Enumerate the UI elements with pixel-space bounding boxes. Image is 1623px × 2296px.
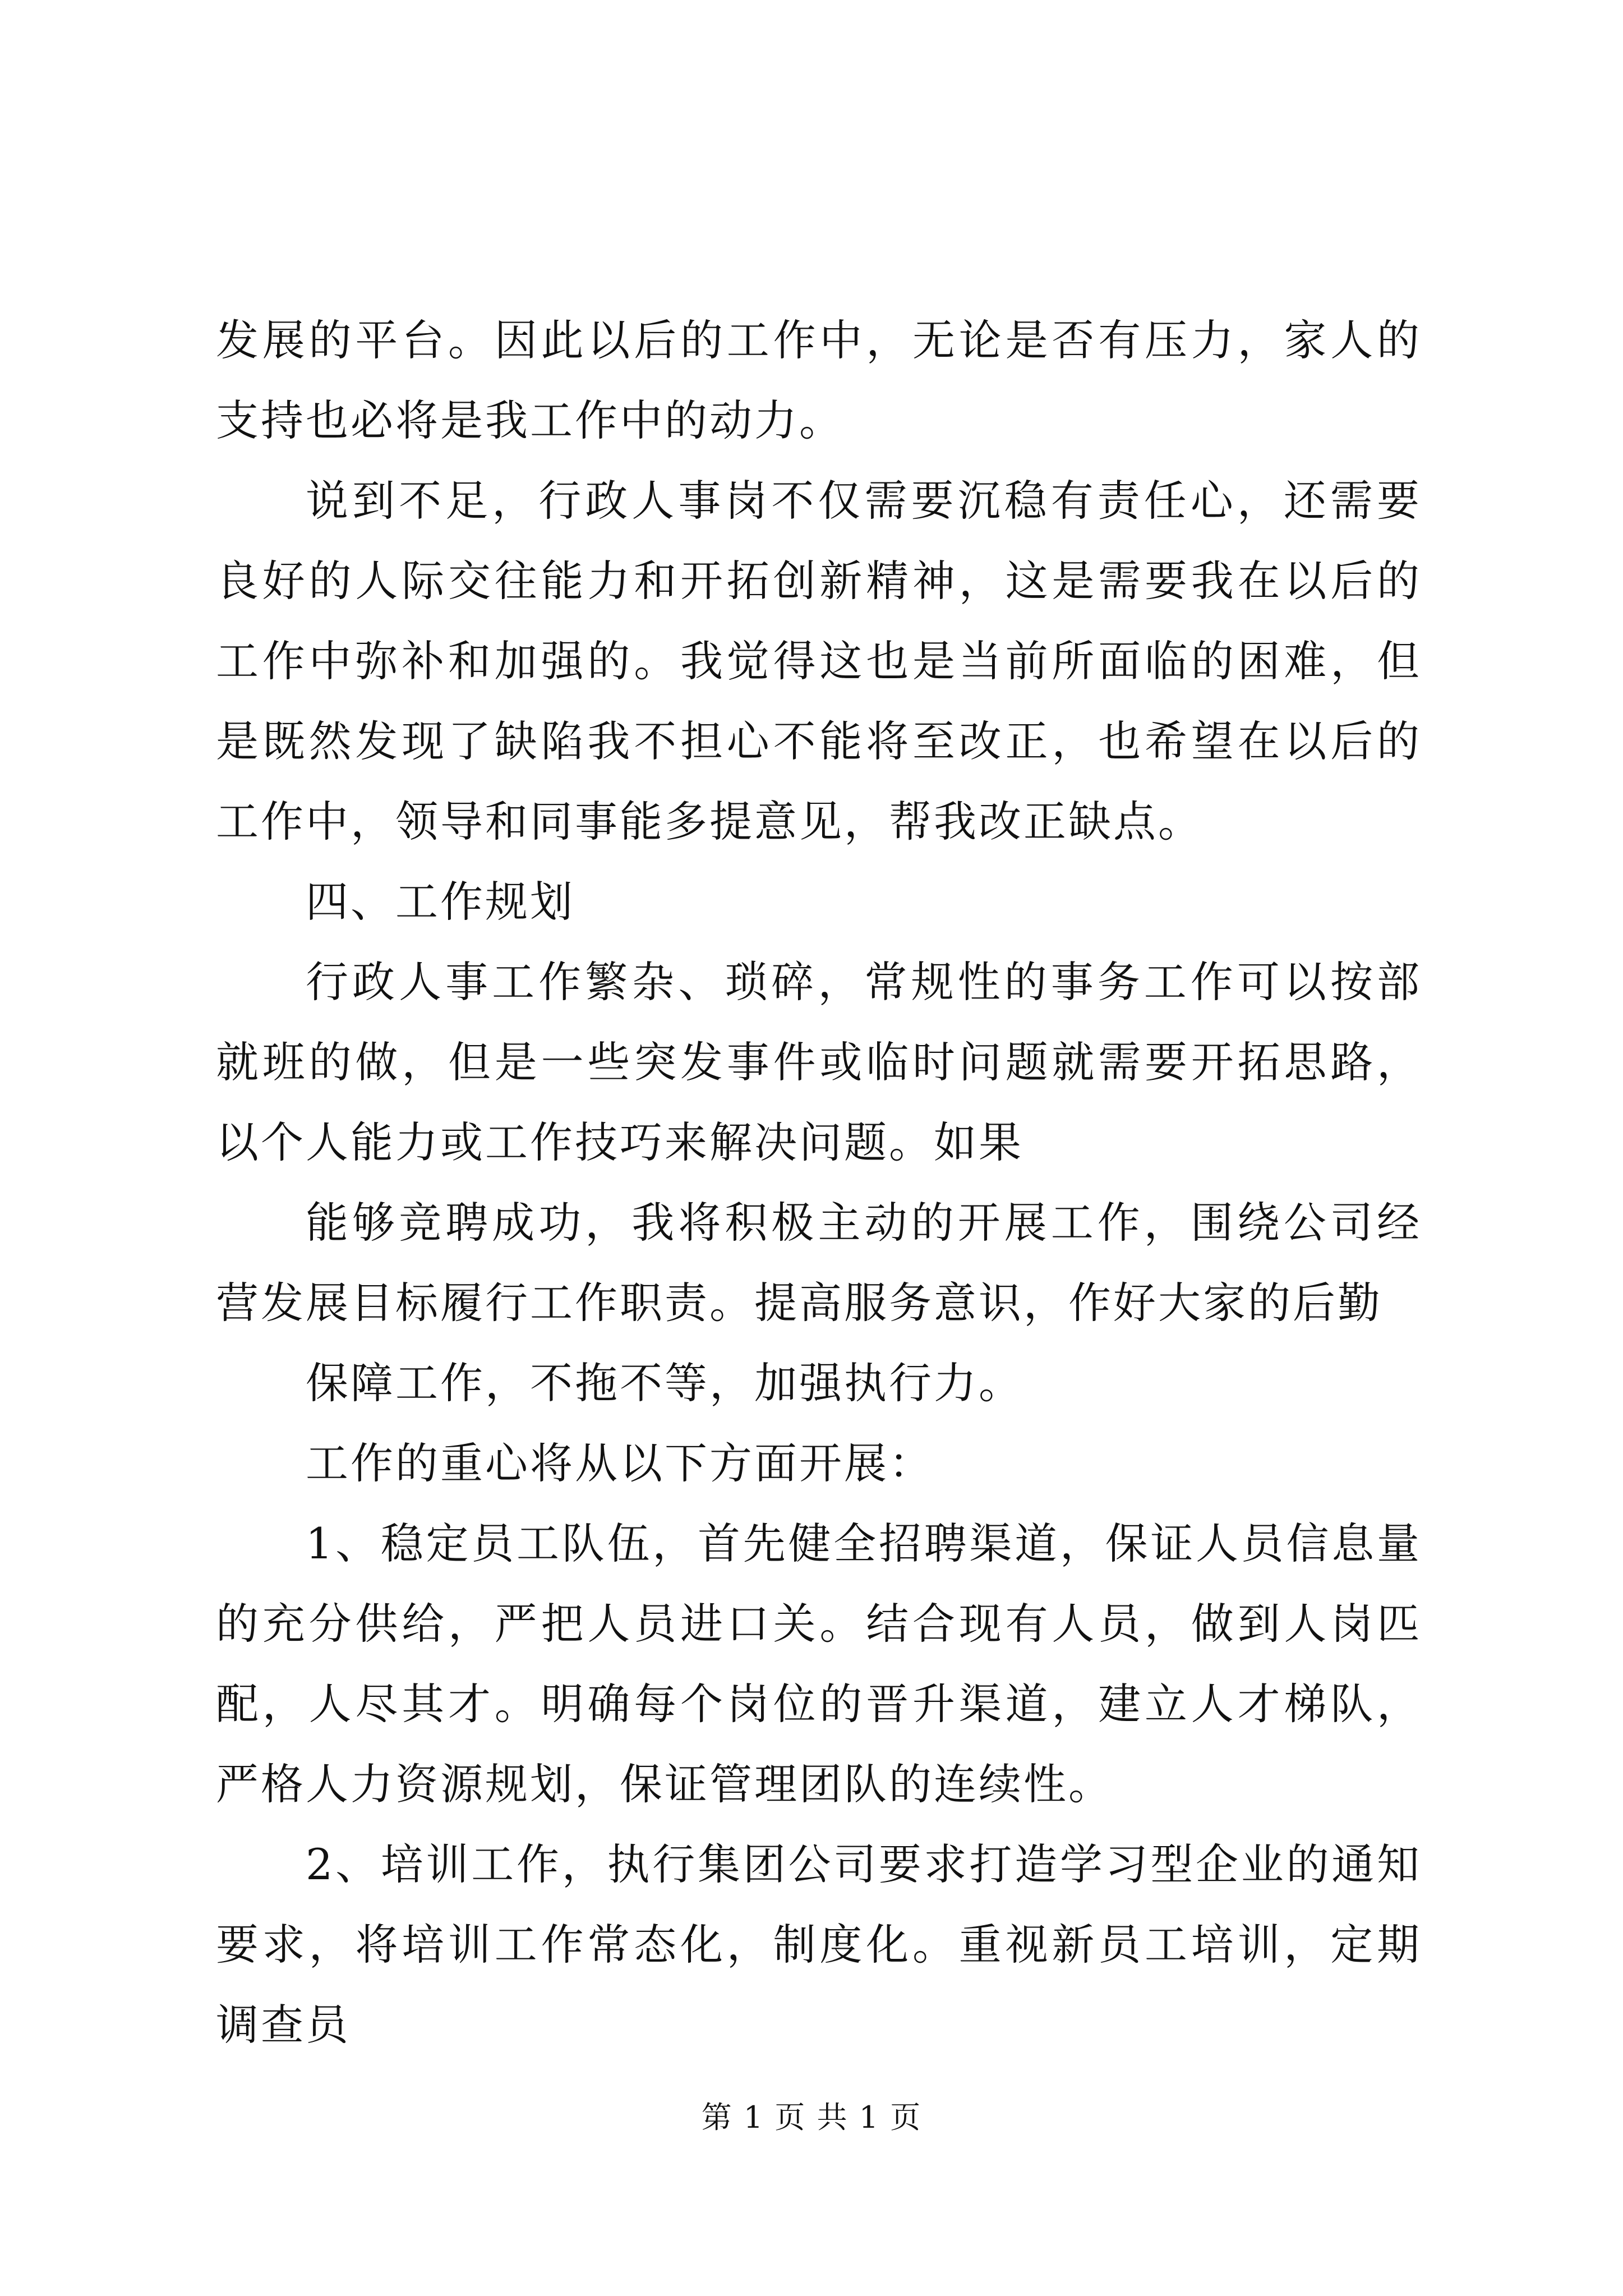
document-body: [216, 300, 1422, 2065]
paragraph-4: 能够竞聘成功，我将积极主动的开展工作，围绕公司经营发展目标履行工作职责。提高服务意识，作好大家的后勤: [216, 1198, 1422, 1328]
paragraph-2: 说到不足，行政人事岗不仅需要沉稳有责任心，还需要良好的人际交往能力和开拓创新精神，这是需要我在以后的工作中弥补和加强的。我觉得这也是当前所面临的困难，但是既然发现了缺陷我不担心不能将至改正，也希望在以后的工作中，领导和同事能多提意见，帮我改正缺点。: [216, 476, 1422, 846]
paragraph-5: 保障工作，不拖不等，加强执行力。: [306, 1358, 1023, 1408]
paragraph-1: 发展的平台。因此以后的工作中，无论是否有压力，家人的支持也必将是我工作中的动力。: [216, 315, 1422, 445]
paragraph-8: 2、培训工作，执行集团公司要求打造学习型企业的通知要求，将培训工作常态化，制度化。重视新员工培训，定期调查员: [216, 1839, 1422, 2050]
paragraph-3: 行政人事工作繁杂、琐碎，常规性的事务工作可以按部就班的做，但是一些突发事件或临时问题就需要开拓思路，以个人能力或工作技巧来解决问题。如果: [216, 957, 1422, 1167]
paragraph-7: 1、稳定员工队伍，首先健全招聘渠道，保证人员信息量的充分供给，严把人员进口关。结合现有人员，做到人岗匹配，人尽其才。明确每个岗位的晋升渠道，建立人才梯队，严格人力资源规划，保证管理团队的连续性。: [216, 1519, 1422, 1809]
page-footer: 第 1 页 共 1 页: [701, 2100, 922, 2135]
paragraph-6: 工作的重心将从以下方面开展：: [306, 1438, 934, 1488]
section-heading: 四、工作规划: [306, 877, 575, 927]
